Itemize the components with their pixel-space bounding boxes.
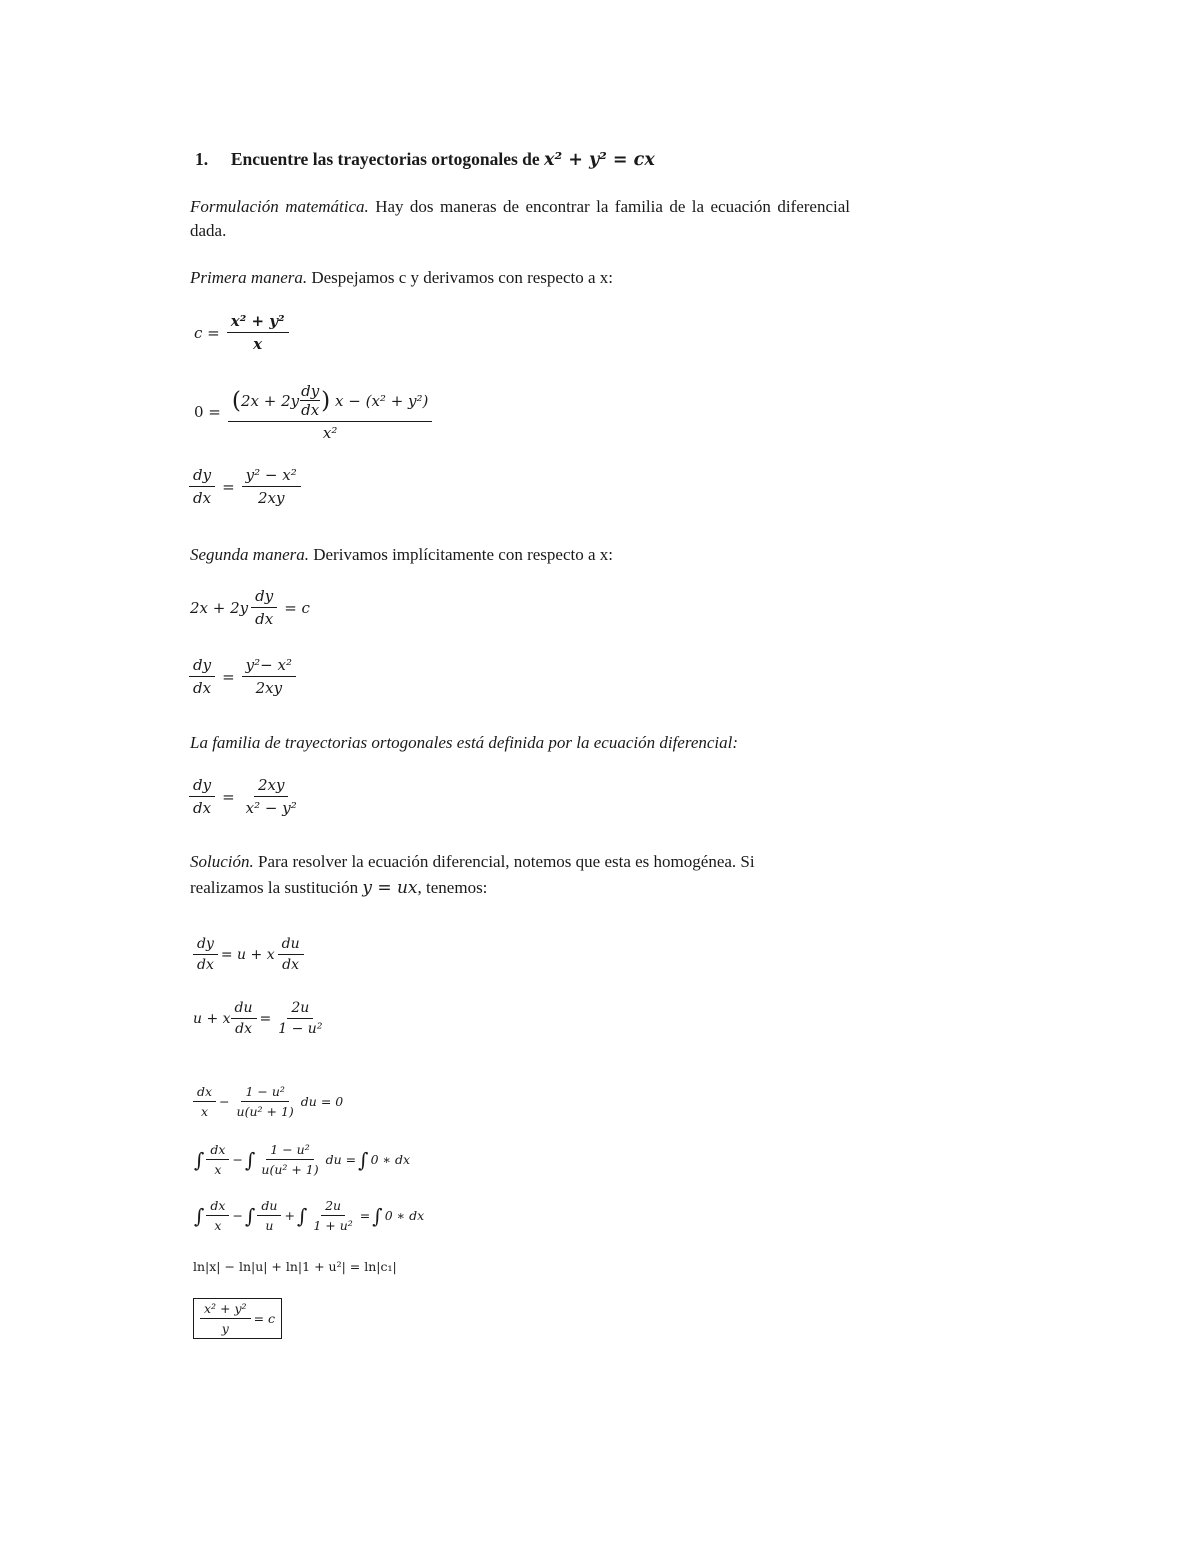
- solucion-line-2: realizamos la sustitución y = ux, tenemos:: [190, 878, 488, 898]
- equation-substitution-1: $\frac{dy}{dx}$ = u + x $\frac{du}{dx}$: [190, 936, 307, 973]
- equation-logarithm: ln|x| − ln|u| + ln|1 + u²| = ln|c₁|: [193, 1259, 397, 1274]
- equation-c: c = $\frac{\text{x² + y²}}{x}$: [190, 312, 292, 353]
- equation-zero: 0 = ( 2x + 2y $\frac{dy}{dx}$ ) x − (x² + y²) x²: [190, 382, 435, 442]
- equation-orthogonal: $\frac{dy}{dx}$ = $\frac{2xy}{\text{x² − y²}}$: [186, 776, 304, 817]
- final-answer-box: $\frac{\text{x² + y²}}{y}$ = c: [193, 1298, 282, 1339]
- formulacion-paragraph: [190, 195, 850, 243]
- problem-text: Encuentre las trayectorias ortogonales de: [230, 149, 540, 169]
- primera-text: Despejamos c y derivamos con respecto a x:: [311, 268, 614, 287]
- primera-paragraph: [190, 266, 613, 290]
- equation-integral-1: ∫ $\frac{dx}{x}$ − ∫ $\frac{\text{1 − u²}}{\text{u(u² + 1)}}$ du = ∫ 0 ∗ dx: [194, 1142, 411, 1177]
- formulacion-text: Hay dos maneras de encontrar la familia de la ecuación diferencial dada.: [190, 197, 850, 240]
- primera-label: Primera manera.: [190, 268, 308, 287]
- solucion-label: Solución.: [190, 852, 254, 871]
- problem-heading: [195, 147, 655, 172]
- equation-dydx-2: $\frac{dy}{dx}$ = $\frac{\text{y²− x²}}{2xy}$: [186, 656, 299, 697]
- segunda-paragraph: [190, 543, 613, 567]
- problem-number: 1.: [195, 149, 209, 169]
- familia-text: La familia de trayectorias ortogonales está definida por la ecuación diferencial:: [190, 733, 739, 752]
- solucion-line-1: Solución. Para resolver la ecuación diferencial, notemos que esta es homogénea. Si: [190, 852, 755, 871]
- problem-equation: x² + y² = cx: [544, 150, 655, 170]
- segunda-label: Segunda manera.: [190, 545, 309, 564]
- equation-separated: $\frac{dx}{x}$ − $\frac{\text{1 − u²}}{\text{u(u² + 1)}}$ du = 0: [190, 1084, 343, 1119]
- segunda-text: Derivamos implícitamente con respecto a x:: [313, 545, 613, 564]
- equation-substitution-2: u + x $\frac{du}{dx}$ = $\frac{2u}{\text{1 − u²}}$: [193, 1000, 323, 1037]
- formulacion-label: Formulación matemática.: [190, 197, 369, 216]
- equation-implicit: 2x + 2y $\frac{dy}{dx}$ = c: [190, 587, 310, 628]
- equation-integral-2: ∫ $\frac{dx}{x}$ − ∫ $\frac{du}{u}$ + ∫ $\frac{2u}{\text{1 + u²}}$ = ∫ 0 ∗ dx: [194, 1198, 425, 1233]
- equation-dydx-1: $\frac{dy}{dx}$ = $\frac{\text{y² − x²}}{2xy}$: [186, 466, 304, 507]
